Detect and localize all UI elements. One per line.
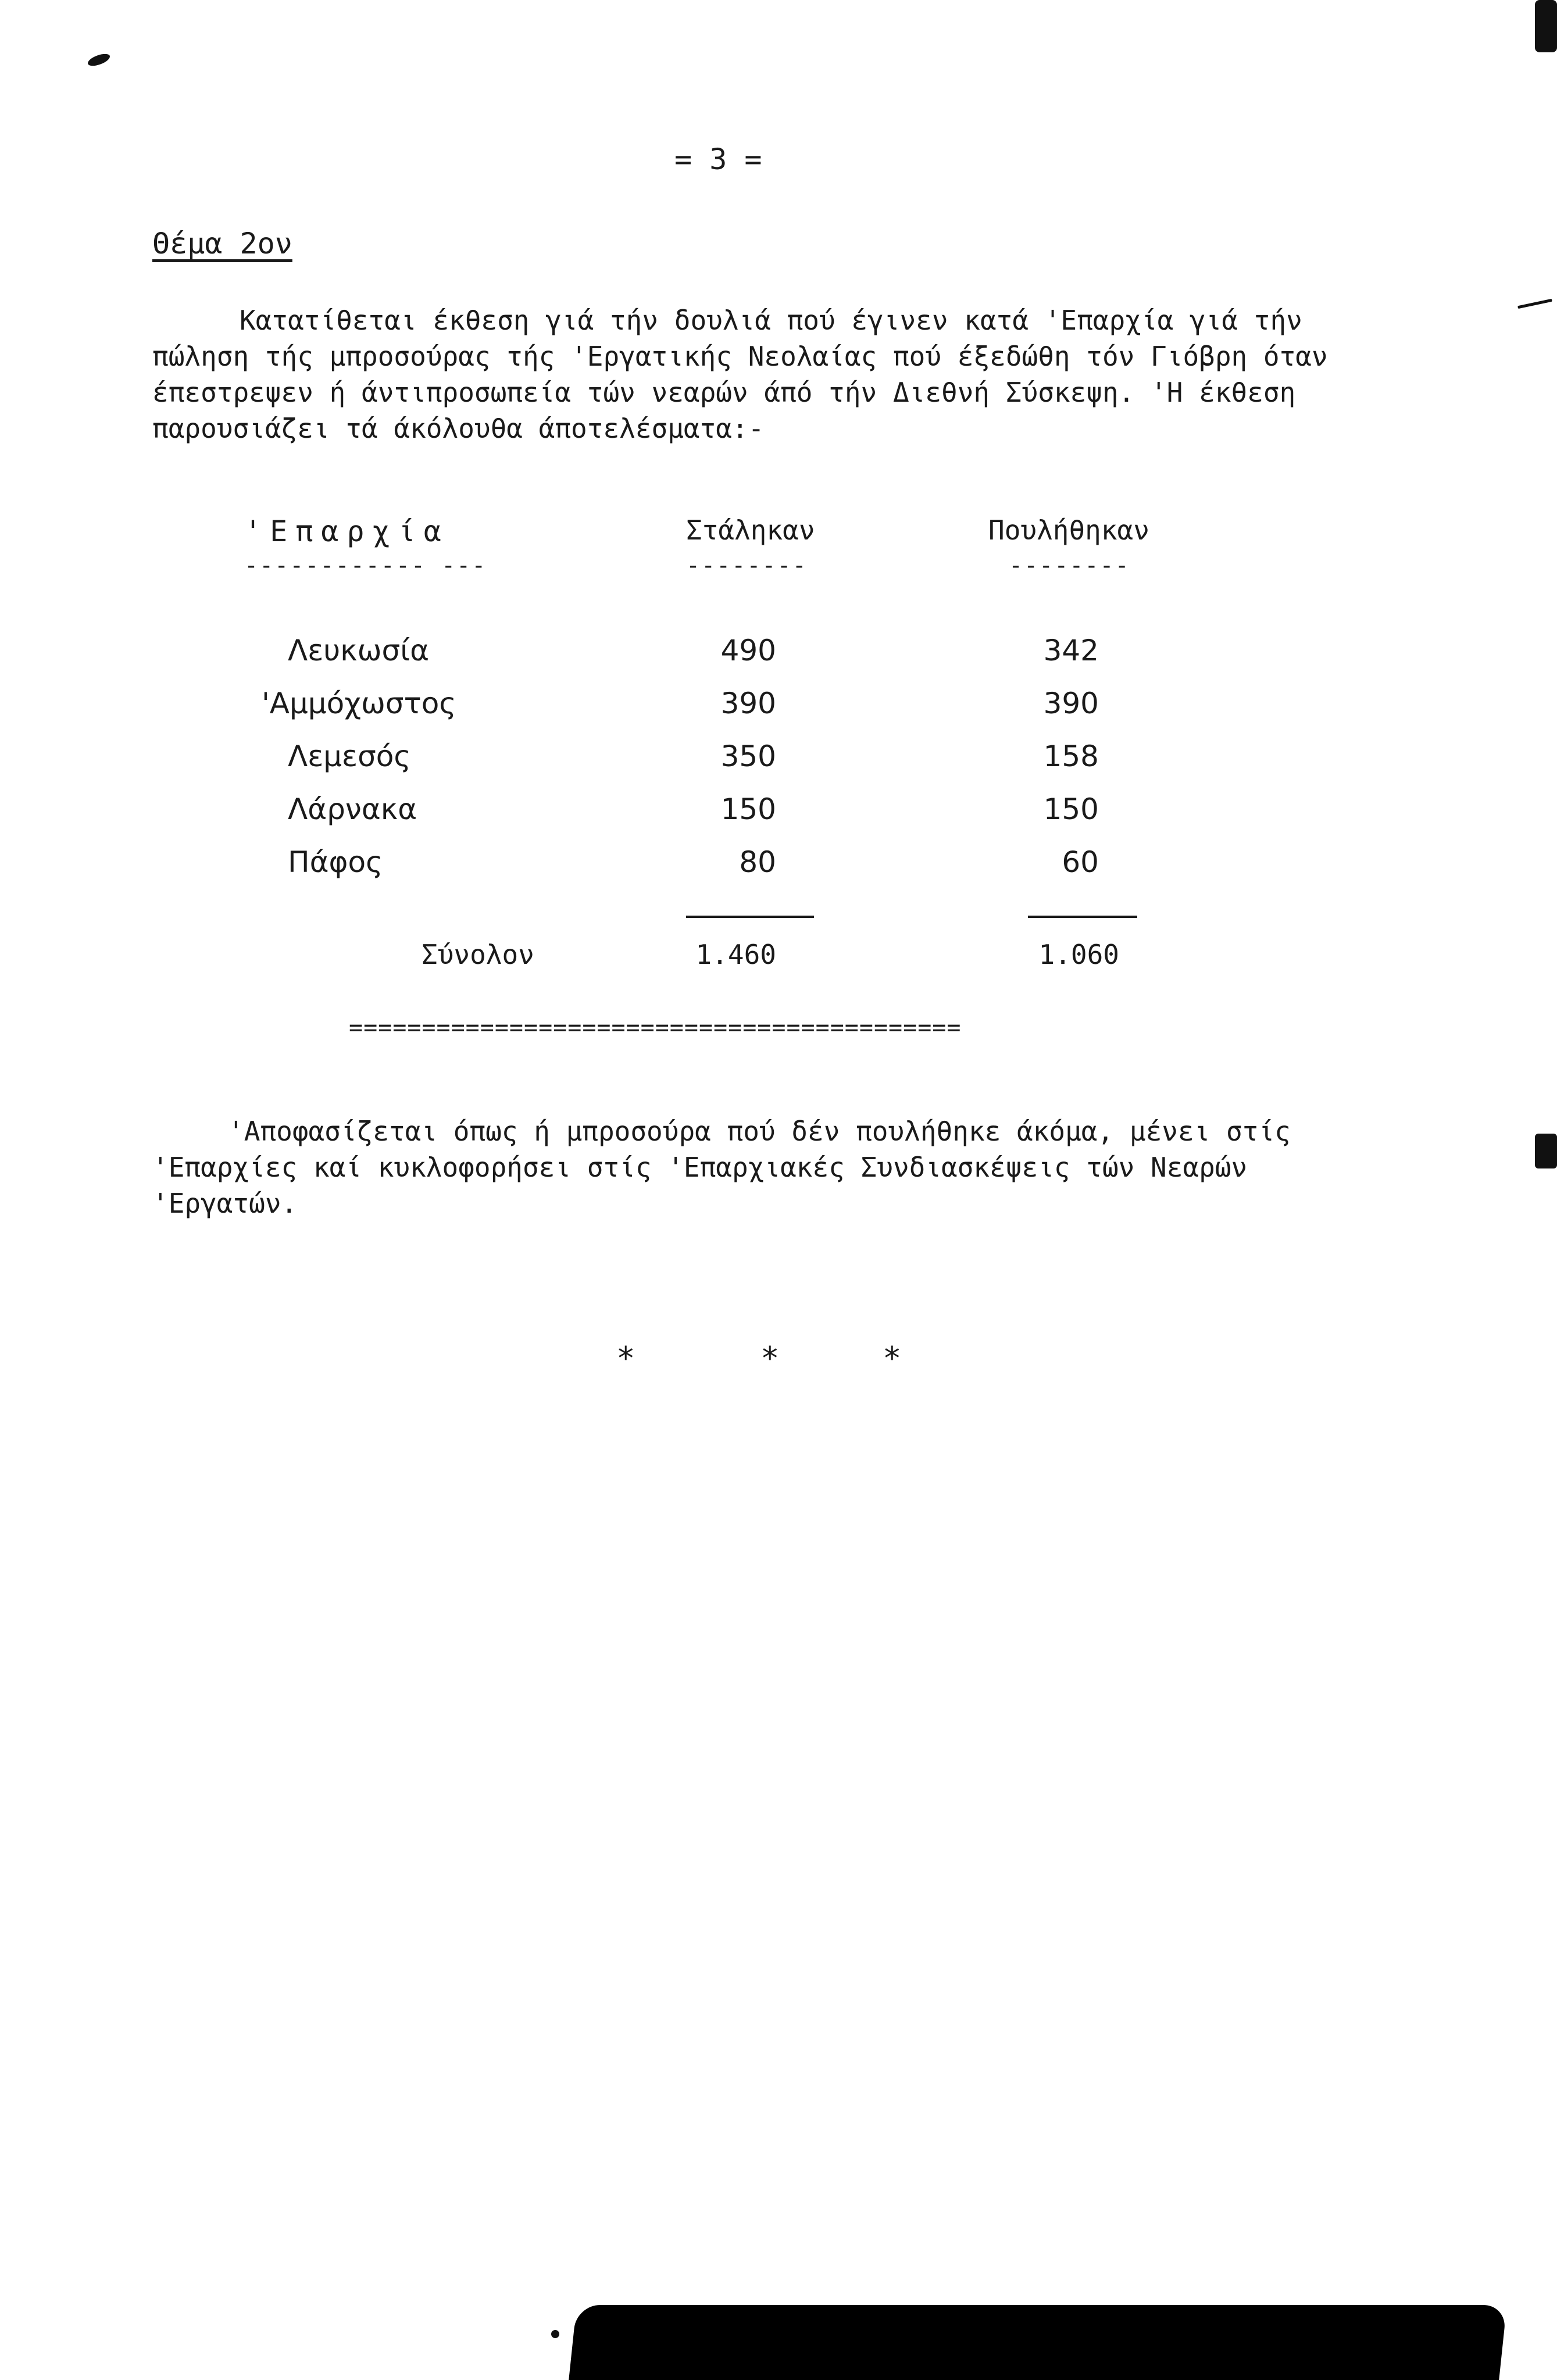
row-sold: 60 — [1062, 845, 1099, 879]
header-underline-province: ------------ --- — [244, 552, 487, 579]
row-province: Πάφος — [288, 845, 383, 879]
row-province: Λάρνακα — [288, 792, 417, 826]
total-label: Σύνολον — [422, 939, 534, 970]
results-table — [0, 634, 1557, 898]
scan-speck — [1535, 0, 1557, 52]
column-header-province: 'Επαρχία — [244, 514, 449, 548]
row-province: Λεμεσός — [288, 739, 411, 773]
row-sold: 150 — [1043, 792, 1099, 826]
row-province: Λευκωσία — [288, 634, 430, 667]
column-header-sent: Στάληκαν — [686, 514, 815, 546]
row-sold: 342 — [1043, 634, 1099, 667]
intro-paragraph: Κατατίθεται έκθεση γιά τήν δουλιά πού έγινεν κατά 'Επαρχία γιά τήν πώληση τής μπροσούρας τής 'Εργατικής Νεολαίας πού έξεδώθη τόν Γιόβρη όταν έπεστρεψεν ή άντιπροσωπεία τών νεαρών άπό τήν Διεθνή Σύσκεψη. 'Η έκθεση παρουσιάζει τά άκόλουθα άποτελέσματα:- — [152, 305, 1328, 444]
total-sent: 1.460 — [695, 939, 776, 970]
row-sold: 158 — [1043, 739, 1099, 773]
row-sent: 350 — [720, 739, 776, 773]
decision-paragraph: 'Αποφασίζεται όπως ή μπροσούρα πού δέν πουλήθηκε άκόμα, μένει στίς 'Επαρχίες καί κυκλοφορήσει στίς 'Επαρχιακές Συνδιασκέψεις τών Νεαρών 'Εργατών. — [152, 1116, 1291, 1219]
separator-line: ========================================== — [349, 1014, 962, 1041]
scan-speck — [551, 2330, 559, 2338]
row-sent: 490 — [720, 634, 776, 667]
table-row — [0, 792, 1557, 845]
row-province: 'Αμμόχωστος — [262, 687, 456, 720]
scan-speck — [1517, 299, 1552, 309]
row-sold: 390 — [1043, 687, 1099, 720]
table-row — [0, 739, 1557, 792]
star-mark: * — [760, 1340, 780, 1377]
row-sent: 80 — [739, 845, 776, 879]
section-heading: Θέμα 2ον — [152, 227, 292, 260]
star-mark: * — [616, 1340, 635, 1377]
scan-speck — [86, 52, 111, 69]
page-number: = 3 = — [674, 142, 762, 176]
scan-speck — [1535, 1134, 1557, 1168]
scan-blot — [569, 2305, 1507, 2380]
header-underline-sold: -------- — [1009, 552, 1130, 579]
sold-total-rule — [1028, 916, 1137, 918]
total-sold: 1.060 — [1038, 939, 1119, 970]
row-sent: 390 — [720, 687, 776, 720]
row-sent: 150 — [720, 792, 776, 826]
column-header-sold: Πουλήθηκαν — [988, 514, 1149, 546]
table-row — [0, 687, 1557, 739]
sent-total-rule — [686, 916, 814, 918]
table-row — [0, 634, 1557, 687]
star-mark: * — [883, 1340, 902, 1377]
header-underline-sent: -------- — [686, 552, 808, 579]
table-row — [0, 845, 1557, 898]
